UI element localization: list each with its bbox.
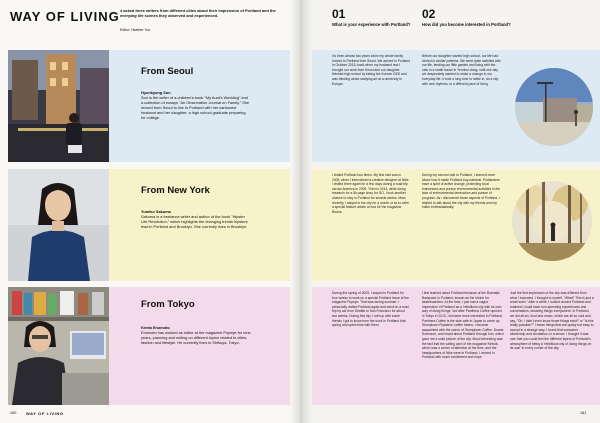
writer-name: Kenta Enomoto — [141, 325, 170, 330]
writer-bio-text: Son is the writer of a children's book "My Aunt's Wedding" and a collection of essays "An Observation Journal on Family." She moved from Seoul to live in Portland with her cartoonist husband and her daughter, a high school graduate preparing for college. — [141, 95, 250, 121]
writer-name: Yumiko Sakuma — [141, 209, 171, 214]
writer-bio-text: Sakuma is a freelance writer and author of the book "Hipster Life Revolution," which highlights the changing trends hipsters lead in Portland and Brooklyn. She currently lives in Brooklyn. — [141, 214, 248, 230]
question-text: How did you become interested in Portland? — [422, 22, 511, 27]
page-number-right: 161 — [580, 411, 587, 415]
writer-bio-text: Enomoto has worked as editor at the magazine Popeye for nine years, planning and writing on different topics related to cities, fashion and lifestyle. He currently lives in Shibuya, Tokyo. — [141, 330, 251, 346]
portrait-photo — [8, 169, 109, 281]
answer-q2: During my second visit to Portland, I learned more about how it made Portland buy-national. Portlanders have a spirit of active change, protecting local businesses and pursue environmental activities in the face of environmental destruction and pursue of progress. As I discovered those aspects of Portland, I started to talk about the city with my friends and my editor enthusiastically. — [422, 173, 501, 210]
question-header-2 — [422, 8, 512, 27]
forest-photo — [512, 181, 592, 261]
color-band — [109, 287, 290, 405]
city-heading: From Tokyo — [141, 299, 195, 310]
footer-section-title: WAY OF LIVING — [26, 411, 64, 416]
answer-q1: I visited Portland four times. My first visit was in 2008, when I interviewed a creative designer at Nike. I visited there again for a few days during a road trip across America in 2009. Then in 2014, while doing research for a 5k page story for GO, I took another chance to stay in Portland for several weeks. Most recently, I stayed in the city for a month or so to write a special feature article on tea for the magazine Brutus. — [332, 173, 410, 214]
answer-q1: During the spring of 2009, I stayed in Portland for four weeks to work on a special Portland issue of the magazine Popeye. That was during summer. I personally visited Portland again and went on a road trip by car from Seattle to San Francisco for about two weeks. During this trip, I met up with some friends I got to know from the work in Portland that spring and spent time with them. — [332, 291, 409, 328]
city-heading: From New York — [141, 185, 210, 196]
writer-name: Hyunkyung Son — [141, 90, 171, 95]
question-number: 01 — [332, 7, 346, 21]
writer-bio — [141, 325, 251, 345]
spine-gutter — [290, 0, 312, 423]
city-heading: From Seoul — [141, 66, 194, 77]
question-text: What is your experience with Portland? — [332, 22, 411, 27]
intro-text: 4 asked three writers from different cities about their impression of Portland and the everyday life scenes they observed and experienced. — [120, 8, 276, 19]
answer-q2: I first learned about Portland because of the Buenaits Backpack in Portland, known as the shrine for skateboarders. At the time, I just had a vague impression of Portland as a 'rebellious city with its own way of doing things,' but after Panthera Coffee opened in Tokyo in 2013, I became more interested in Portland. Panthera Coffee is the side cafe in Japan to come up Stumptown Roasters' coffee beans. I became acquainted with the owner of Stumptown Coffee, Duane Sorenson, and heard about Portland through him, which gave me a solid picture of the city. Most interesting was the fact that the calling card of the magazine Kinfolk, which was a center of attention at the time, and the headquarters of Nike were in Portland. I arrived in Portland with much excitement and hope. — [422, 291, 504, 360]
page-number-left: 160 — [10, 411, 17, 415]
answer-q2-continued: Just the first impression of the city was different from what I expected. I thought to myself, "What? This is just a small town." After a while, I looked around Portland and realized I could have non-spending experiences and conversation, amazing things everywhere. In Portland, we did all art, food and music, which are all so cool and say, "Oh, I didn't even know those things exist!" or "Is this really possible?" I mean things that are quirky but easy to accept in a strange way. I found that consumer citizenship and circulation, in a sense. I thought it was rare that you could feel the different layers of Portland's atmosphere of being a 'rebellious city of doing things on its own' in every corner of the city. — [510, 291, 594, 351]
street-scene-photo — [515, 68, 593, 146]
question-header-1 — [332, 8, 422, 27]
magazine-section-title: WAY OF LIVING — [10, 9, 120, 24]
intro-credit: Editor: Heather Yoo — [120, 28, 151, 32]
writer-bio — [141, 209, 251, 229]
portrait-photo — [8, 287, 109, 405]
answer-q2: Before our daughter started high school, our life had circled in similar patterns. We were quite satisfied with our life, tending our little garden and living with the cats in a small house in Yeonhui-dong, until one day we desperately wanted to make a change in our everyday life. It took a long time to settle in, as a city with new rhythms, to a different pace of living. — [422, 54, 501, 86]
answer-q1: It's been almost two years since my whole family moved to Portland from Seoul. We arrived in Portland in October 2015, back when my husband and I brought our work from Seoul and our daughter finished high school by taking the Korean GED and was thinking about studying art at a university in Europe. — [332, 54, 411, 86]
writer-bio — [141, 90, 251, 121]
portrait-photo — [8, 50, 109, 162]
question-number: 02 — [422, 7, 436, 21]
